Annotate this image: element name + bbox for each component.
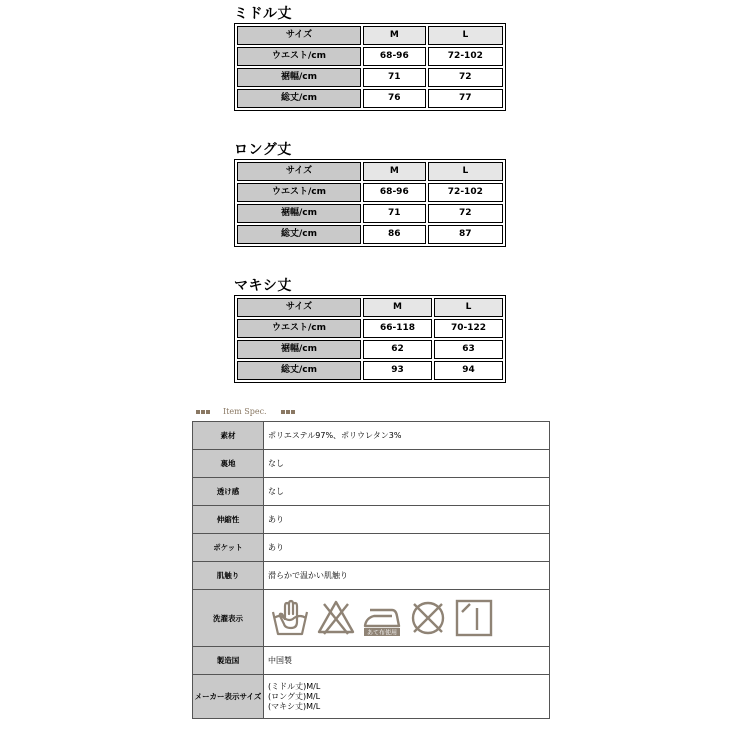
header-cell: M [363, 162, 426, 181]
spec-key: 素材 [193, 422, 264, 450]
maker-size-line: (マキシ丈)M/L [268, 701, 321, 711]
iron-with-cloth-icon [362, 598, 402, 638]
no-bleach-icon [316, 598, 356, 638]
cell-value: 68-96 [363, 183, 426, 202]
iron-note: あて布使用 [366, 629, 398, 637]
spec-value: なし [264, 478, 550, 506]
spec-value: あり [264, 534, 550, 562]
size-table [234, 159, 506, 247]
row-label: 裾幅/cm [237, 68, 361, 87]
header-cell: L [434, 298, 503, 317]
spec-value: 中国製 [264, 647, 550, 675]
spec-value [264, 675, 550, 719]
table-row [237, 298, 503, 317]
hand-wash-icon [270, 598, 310, 638]
spec-header [196, 404, 296, 418]
spec-key: 製造国 [193, 647, 264, 675]
no-tumble-dry-icon [408, 598, 448, 638]
header-cell: サイズ [237, 162, 361, 181]
row-label: 総丈/cm [237, 225, 361, 244]
size-section-long [234, 142, 506, 247]
table-row [237, 162, 503, 181]
table-row [193, 506, 550, 534]
cell-value: 93 [363, 361, 432, 380]
row-label: 裾幅/cm [237, 204, 361, 223]
row-label: ウエスト/cm [237, 47, 361, 66]
cell-value: 72 [428, 204, 503, 223]
spec-key: 肌触り [193, 562, 264, 590]
decor-squares [196, 407, 211, 416]
cell-value: 62 [363, 340, 432, 359]
row-label: ウエスト/cm [237, 319, 361, 338]
header-cell: M [363, 298, 432, 317]
spec-key: 洗濯表示 [193, 590, 264, 647]
row-label: ウエスト/cm [237, 183, 361, 202]
table-row [193, 562, 550, 590]
spec-key: 伸縮性 [193, 506, 264, 534]
table-row [193, 590, 550, 647]
flat-dry-icon [454, 598, 494, 638]
cell-value: 63 [434, 340, 503, 359]
table-row [237, 340, 503, 359]
cell-value: 77 [428, 89, 503, 108]
table-row [193, 478, 550, 506]
table-row [193, 422, 550, 450]
table-row [237, 47, 503, 66]
header-cell: L [428, 162, 503, 181]
spec-value: あり [264, 506, 550, 534]
table-row [237, 89, 503, 108]
cell-value: 72 [428, 68, 503, 87]
header-cell: L [428, 26, 503, 45]
table-row [237, 319, 503, 338]
cell-value: 86 [363, 225, 426, 244]
maker-size-line: (ミドル丈)M/L [268, 681, 321, 691]
table-row [193, 647, 550, 675]
cell-value: 76 [363, 89, 426, 108]
cell-value: 66-118 [363, 319, 432, 338]
spec-header-label: Item Spec. [223, 406, 267, 416]
row-label: 総丈/cm [237, 89, 361, 108]
table-row [237, 204, 503, 223]
header-cell: サイズ [237, 298, 361, 317]
cell-value: 72-102 [428, 183, 503, 202]
spec-value: ポリエステル97%、ポリウレタン3% [264, 422, 550, 450]
table-row [237, 183, 503, 202]
size-title: マキシ丈 [234, 278, 292, 294]
row-label: 総丈/cm [237, 361, 361, 380]
size-table [234, 295, 506, 383]
table-row [237, 225, 503, 244]
cell-value: 72-102 [428, 47, 503, 66]
spec-value: 滑らかで温かい肌触り [264, 562, 550, 590]
cell-value: 87 [428, 225, 503, 244]
spec-key: 透け感 [193, 478, 264, 506]
table-row [193, 450, 550, 478]
size-title: ミドル丈 [234, 6, 292, 22]
size-section-maxi [234, 278, 506, 383]
size-table [234, 23, 506, 111]
header-cell: サイズ [237, 26, 361, 45]
row-label: 裾幅/cm [237, 340, 361, 359]
spec-key: 裏地 [193, 450, 264, 478]
size-title: ロング丈 [234, 142, 292, 158]
table-row [237, 26, 503, 45]
size-section-middle [234, 6, 506, 111]
spec-table [192, 421, 550, 719]
spec-key: ポケット [193, 534, 264, 562]
cell-value: 71 [363, 204, 426, 223]
table-row [237, 68, 503, 87]
spec-value: なし [264, 450, 550, 478]
maker-size-line: (ロング丈)M/L [268, 691, 321, 701]
cell-value: 68-96 [363, 47, 426, 66]
spec-key: メーカー表示サイズ [193, 675, 264, 719]
cell-value: 70-122 [434, 319, 503, 338]
table-row [237, 361, 503, 380]
table-row [193, 675, 550, 719]
cell-value: 71 [363, 68, 426, 87]
header-cell: M [363, 26, 426, 45]
cell-value: 94 [434, 361, 503, 380]
care-labels-cell [264, 590, 550, 647]
table-row [193, 534, 550, 562]
decor-squares [281, 407, 296, 416]
